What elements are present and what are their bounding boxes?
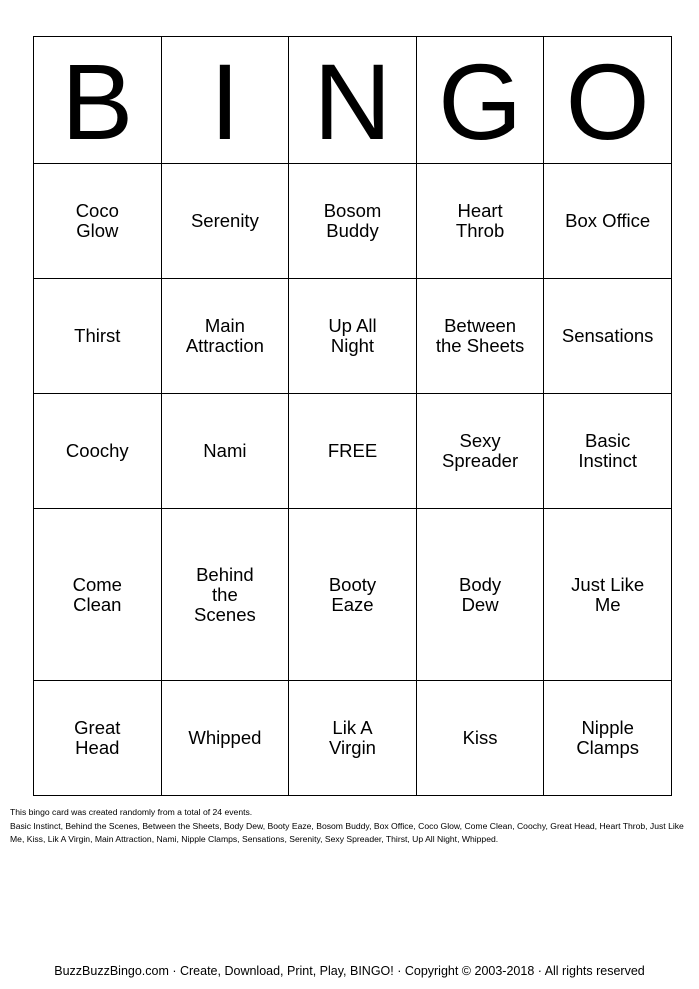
bingo-cell-text: Coco Glow bbox=[75, 200, 119, 242]
bingo-cell bbox=[289, 509, 417, 680]
header-cell-n bbox=[289, 37, 417, 164]
bingo-cell bbox=[34, 680, 162, 795]
bingo-cell bbox=[289, 279, 417, 394]
bingo-cell bbox=[161, 279, 289, 394]
header-letter: O bbox=[565, 41, 650, 162]
header-letter: B bbox=[61, 41, 134, 162]
page-footer: BuzzBuzzBingo.com · Create, Download, Print, Play, BINGO! · Copyright © 2003-2018 · All rights reserved bbox=[54, 964, 645, 978]
bingo-cell bbox=[161, 164, 289, 279]
bingo-cell-text: Thirst bbox=[74, 325, 121, 347]
bingo-row-3 bbox=[34, 394, 672, 509]
bingo-cell-text: Whipped bbox=[188, 726, 262, 748]
bingo-cell bbox=[34, 279, 162, 394]
bingo-header-row bbox=[34, 37, 672, 164]
bingo-cell bbox=[34, 164, 162, 279]
bingo-cell-text: Booty Eaze bbox=[328, 573, 377, 615]
bingo-cell bbox=[289, 680, 417, 795]
bingo-cell-text: Bosom Buddy bbox=[323, 200, 382, 242]
bingo-cell bbox=[416, 509, 544, 680]
bingo-cell-text: FREE bbox=[327, 440, 378, 462]
bingo-cell bbox=[161, 394, 289, 509]
bingo-row-2 bbox=[34, 279, 672, 394]
bingo-cell bbox=[34, 394, 162, 509]
bingo-row-5 bbox=[34, 680, 672, 795]
bingo-cell-text: Between the Sheets bbox=[435, 315, 525, 357]
bingo-cell bbox=[416, 164, 544, 279]
header-cell-o bbox=[544, 37, 672, 164]
card-summary: This bingo card was created randomly from a total of 24 events. bbox=[10, 807, 253, 817]
bingo-cell bbox=[416, 680, 544, 795]
event-list: Basic Instinct, Behind the Scenes, Between the Sheets, Body Dew, Booty Eaze, Bosom Buddy, Box Office, Coco Glow, Come Clean, Coochy, Great Head, Heart Throb, Just Like Me, Kiss, Lik A Virgin, Main Attraction, Nami, Nipple Clamps, Sensations, Serenity, Sexy Spreader, Thirst, Up All Night, Whipped. bbox=[10, 820, 684, 844]
bingo-cell bbox=[416, 279, 544, 394]
bingo-free-cell bbox=[289, 394, 417, 509]
bingo-cell bbox=[161, 509, 289, 680]
bingo-row-1 bbox=[34, 164, 672, 279]
card-info bbox=[10, 806, 690, 847]
bingo-cell-text: Main Attraction bbox=[185, 315, 264, 357]
bingo-cell-text: Nami bbox=[203, 440, 247, 462]
header-cell-i bbox=[161, 37, 289, 164]
bingo-cell-text: Lik A Virgin bbox=[329, 716, 376, 758]
bingo-cell-text: Serenity bbox=[190, 210, 259, 232]
bingo-cell-text: Coochy bbox=[65, 440, 129, 462]
bingo-cell-text: Great Head bbox=[74, 716, 121, 758]
bingo-cell bbox=[544, 164, 672, 279]
header-letter: G bbox=[438, 41, 523, 162]
bingo-cell-text: Behind the Scenes bbox=[194, 563, 256, 625]
bingo-cell-text: Kiss bbox=[462, 726, 498, 748]
header-letter: I bbox=[209, 41, 240, 162]
bingo-cell bbox=[289, 164, 417, 279]
bingo-cell-text: Body Dew bbox=[458, 573, 502, 615]
bingo-cell-text: Up All Night bbox=[328, 315, 377, 357]
header-cell-g bbox=[416, 37, 544, 164]
bingo-cell-text: Sensations bbox=[561, 325, 654, 347]
bingo-cell-text: Sexy Spreader bbox=[442, 430, 519, 472]
bingo-cell bbox=[416, 394, 544, 509]
header-cell-b bbox=[34, 37, 162, 164]
bingo-cell bbox=[544, 279, 672, 394]
bingo-cell-text: Box Office bbox=[565, 210, 651, 232]
bingo-card bbox=[33, 36, 672, 796]
header-letter: N bbox=[313, 41, 392, 162]
bingo-cell bbox=[544, 394, 672, 509]
bingo-cell-text: Basic Instinct bbox=[578, 430, 637, 472]
bingo-row-4 bbox=[34, 509, 672, 680]
bingo-cell bbox=[161, 680, 289, 795]
bingo-cell-text: Just Like Me bbox=[571, 573, 645, 615]
bingo-cell bbox=[34, 509, 162, 680]
bingo-cell bbox=[544, 680, 672, 795]
bingo-cell-text: Come Clean bbox=[72, 573, 122, 615]
bingo-cell bbox=[544, 509, 672, 680]
bingo-cell-text: Nipple Clamps bbox=[576, 716, 640, 758]
bingo-cell-text: Heart Throb bbox=[455, 200, 505, 242]
